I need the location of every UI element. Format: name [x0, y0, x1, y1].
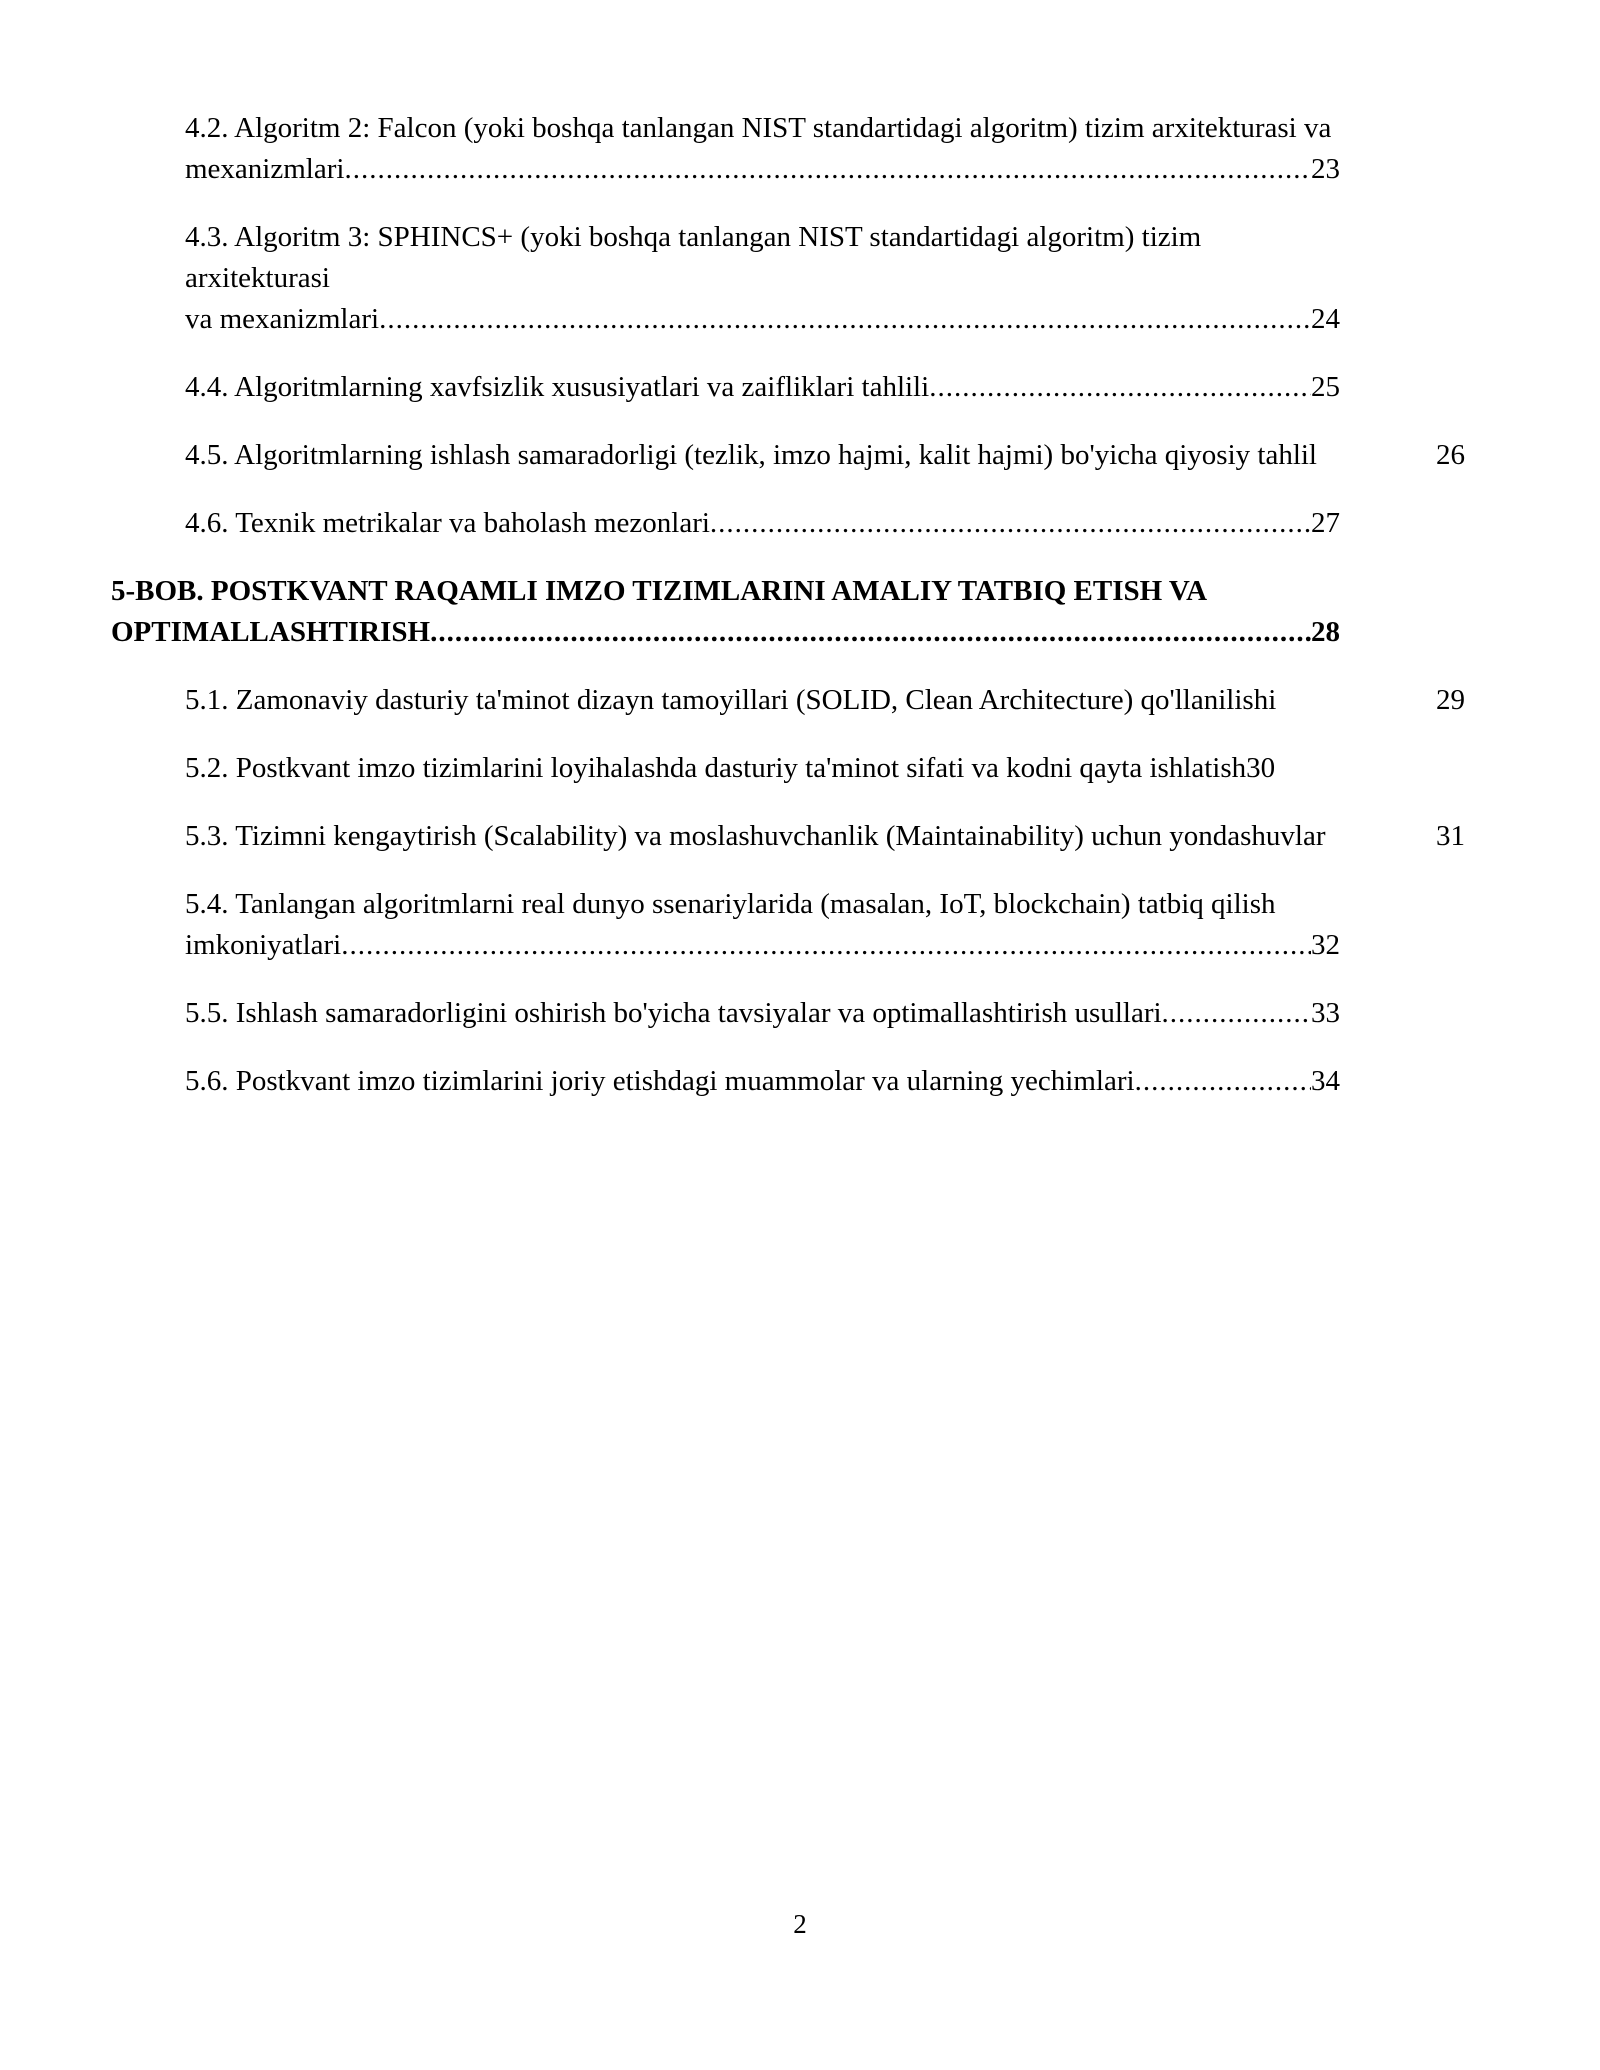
toc-entry-title: 5.1. Zamonaviy dasturiy ta'minot dizayn tamoyillari (SOLID, Clean Architecture) qo'llanilishi: [185, 684, 1277, 716]
dot-leader: [341, 925, 1311, 966]
toc-entry-title-line: 5.4. Tanlangan algoritmlarni real dunyo ssenariylarida (masalan, IoT, blockchain) tatbiq qilish: [185, 888, 1276, 920]
toc-entry-title-line: va mexanizmlari: [185, 303, 380, 335]
toc-entry-4-2[interactable]: [185, 108, 1340, 190]
toc-entry-5-2[interactable]: [185, 748, 1340, 789]
toc-page-number: 34: [1311, 1065, 1340, 1097]
toc-page-number: 31: [1436, 820, 1465, 852]
toc-entry-title: 5.6. Postkvant imzo tizimlarini joriy etishdagi muammolar va ularning yechimlari: [185, 1065, 1135, 1097]
toc-entry-title: 4.4. Algoritmlarning xavfsizlik xususiyatlari va zaifliklari tahlili: [185, 371, 930, 403]
toc-page-number: 29: [1436, 684, 1465, 716]
toc-page-number: 33: [1311, 997, 1340, 1029]
toc-entry-title-line: mexanizmlari: [185, 153, 345, 185]
toc-entry-title-line: 4.2. Algoritm 2: Falcon (yoki boshqa tanlangan NIST standartidagi algoritm) tizim arxitekturasi va: [185, 112, 1332, 144]
toc-entry-5-5[interactable]: [185, 993, 1340, 1034]
toc-chapter-title-line: OPTIMALLASHTIRISH: [111, 616, 431, 648]
toc-entry-4-4[interactable]: [185, 367, 1340, 408]
toc-chapter-title-line: 5-BOB. POSTKVANT RAQAMLI IMZO TIZIMLARINI AMALIY TATBIQ ETISH VA: [111, 575, 1208, 607]
toc-entry-4-5[interactable]: [185, 435, 1465, 476]
toc-entry-5-3[interactable]: [185, 816, 1465, 857]
toc-page-number: 25: [1311, 371, 1340, 403]
dot-leader: [379, 299, 1311, 340]
toc-entry-5-1[interactable]: [185, 680, 1465, 721]
dot-leader: [929, 367, 1311, 408]
toc-entry-title: 5.2. Postkvant imzo tizimlarini loyihalashda dasturiy ta'minot sifati va kodni qayta ishlatish: [185, 752, 1247, 784]
toc-entry-5-4[interactable]: [185, 884, 1340, 966]
table-of-contents: [0, 108, 1600, 1129]
dot-leader: [1162, 993, 1311, 1034]
toc-entry-title: 4.6. Texnik metrikalar va baholash mezonlari: [185, 507, 710, 539]
toc-entry-4-3[interactable]: [185, 217, 1340, 340]
dot-leader: [710, 503, 1311, 544]
dot-leader: [430, 612, 1311, 653]
dot-leader: [344, 149, 1311, 190]
toc-entry-title-line: 4.3. Algoritm 3: SPHINCS+ (yoki boshqa tanlangan NIST standartidagi algoritm) tizim arxitekturasi: [185, 221, 1202, 294]
toc-page-number: 27: [1311, 507, 1340, 539]
toc-entry-5-6[interactable]: [185, 1061, 1340, 1102]
toc-entry-title: 5.3. Tizimni kengaytirish (Scalability) va moslashuvchanlik (Maintainability) uchun yondashuvlar: [185, 820, 1326, 852]
toc-page-number: 30: [1246, 752, 1276, 784]
page-number-footer: 2: [793, 1909, 807, 1939]
toc-chapter-5[interactable]: [111, 571, 1340, 653]
toc-page-number: 24: [1311, 303, 1340, 335]
toc-page-number: 32: [1311, 929, 1340, 961]
toc-entry-title: 4.5. Algoritmlarning ishlash samaradorligi (tezlik, imzo hajmi, kalit hajmi) bo'yicha qiyosiy tahlil: [185, 439, 1317, 471]
toc-page-number: 28: [1311, 616, 1340, 648]
dot-leader: [1135, 1061, 1311, 1102]
toc-entry-title-line: imkoniyatlari: [185, 929, 342, 961]
toc-entry-title: 5.5. Ishlash samaradorligini oshirish bo'yicha tavsiyalar va optimallashtirish usullari: [185, 997, 1162, 1029]
toc-page-number: 23: [1311, 153, 1340, 185]
toc-page-number: 26: [1436, 439, 1465, 471]
toc-entry-4-6[interactable]: [185, 503, 1340, 544]
